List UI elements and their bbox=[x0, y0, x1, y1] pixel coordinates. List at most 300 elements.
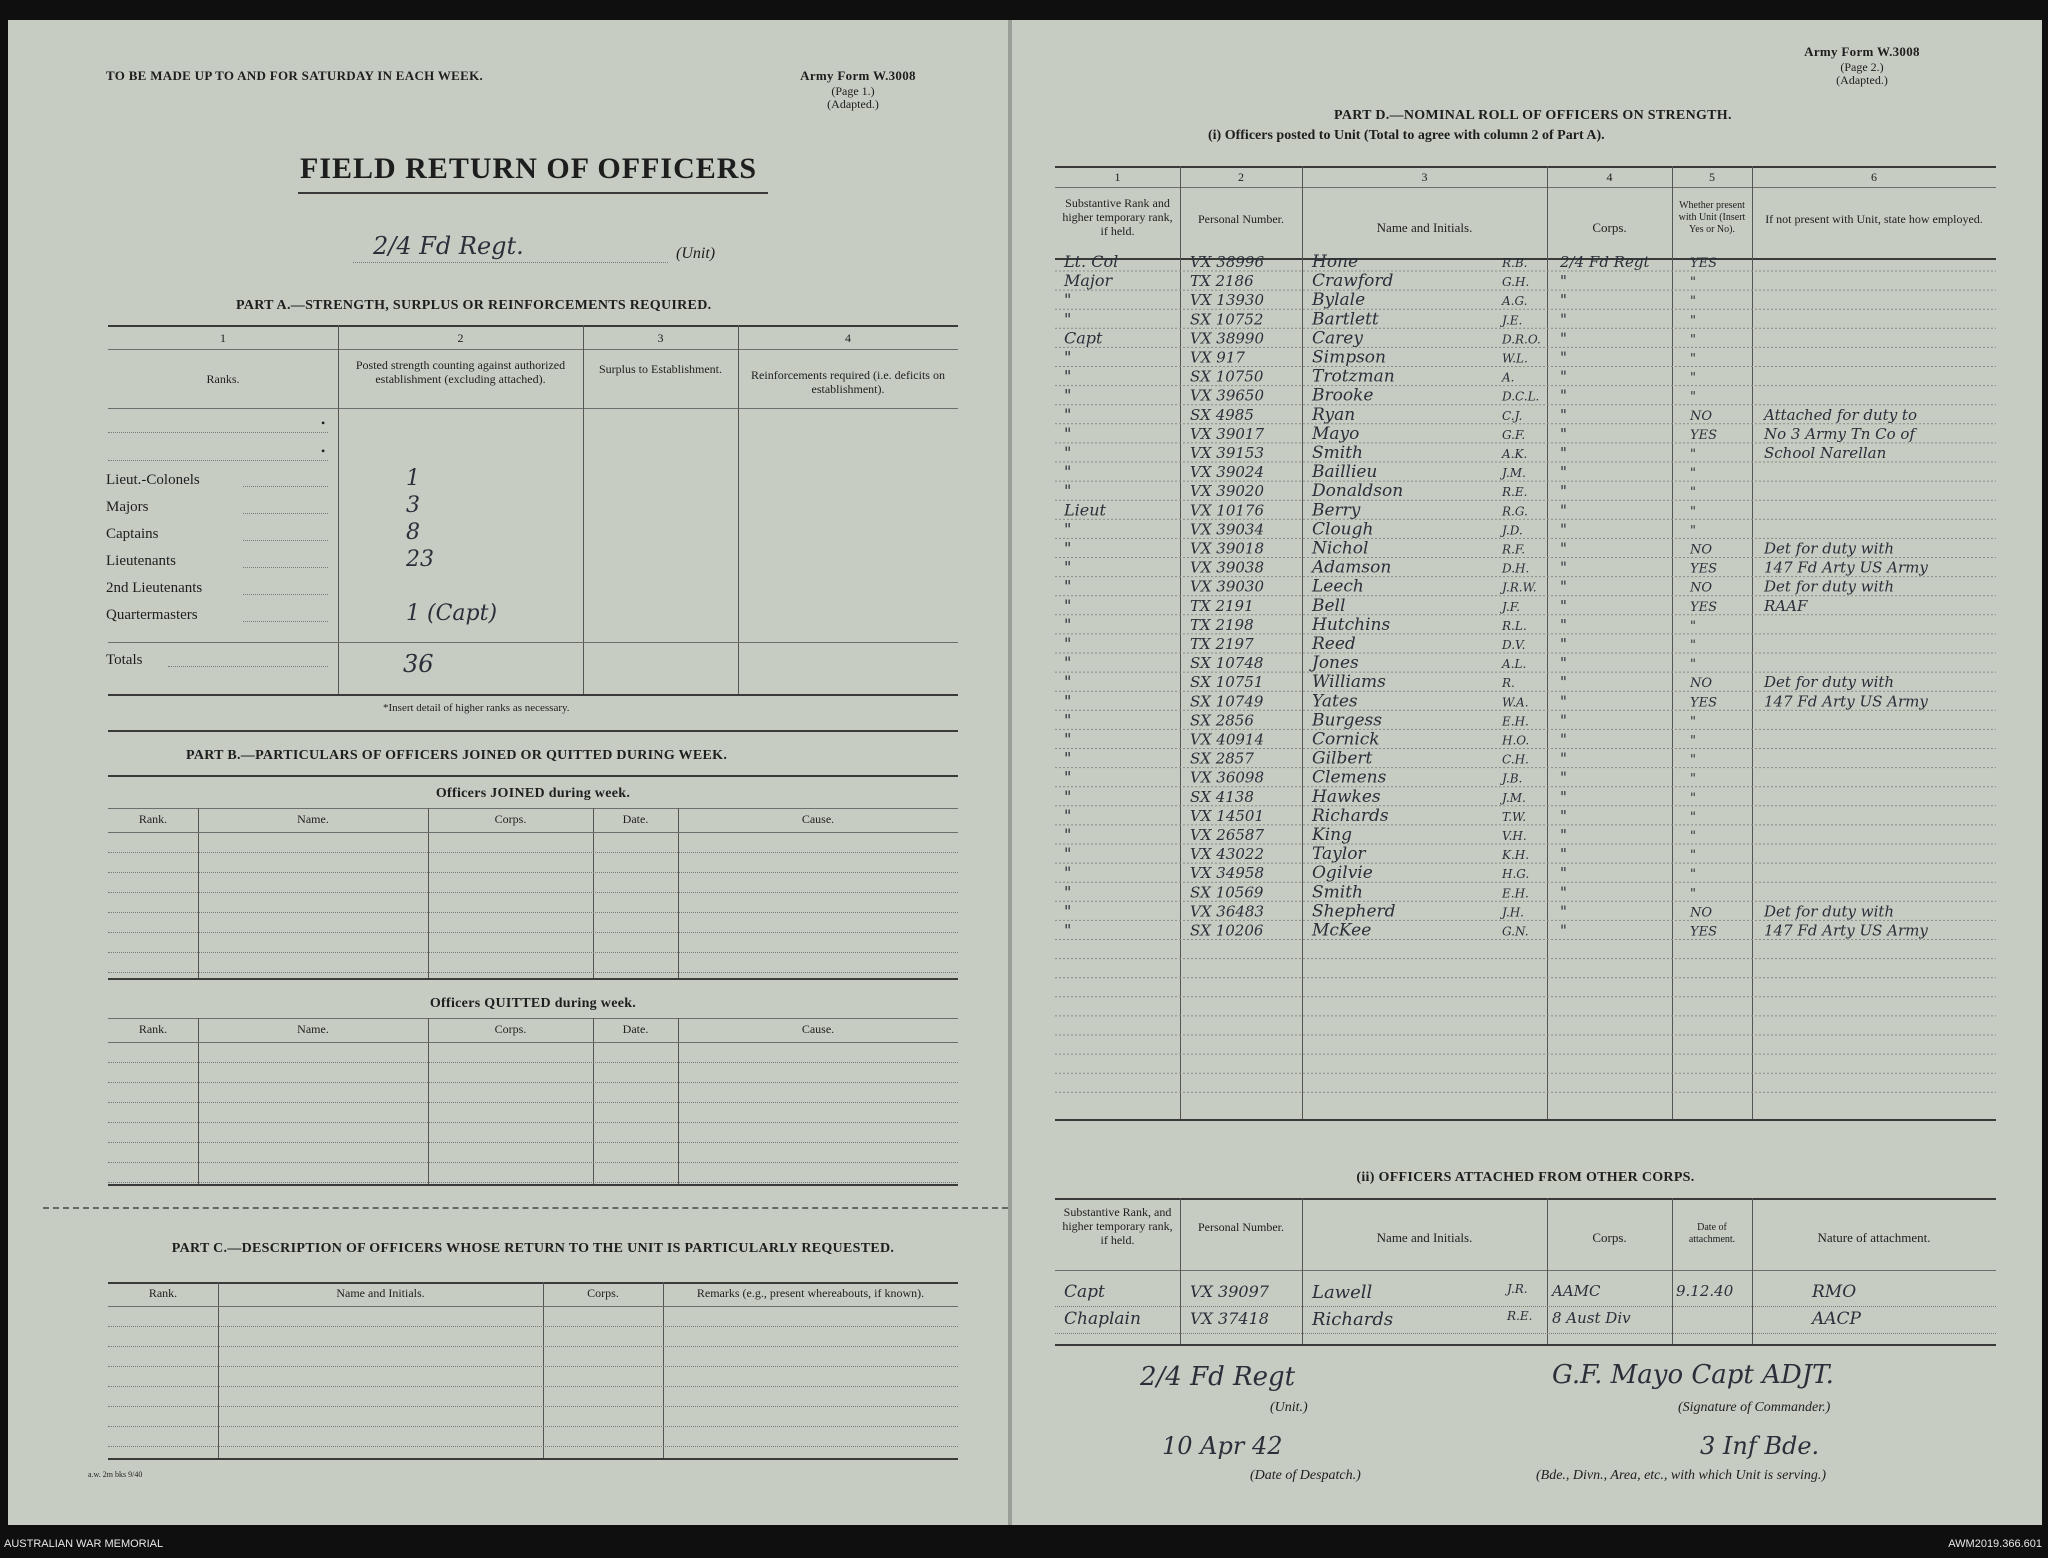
page-title: FIELD RETURN OF OFFICERS bbox=[300, 152, 758, 185]
column-header: Substantive Rank, and higher temporary rank, if held. bbox=[1062, 1205, 1173, 1247]
column-header: Corps. bbox=[1592, 1230, 1627, 1245]
ruled-line bbox=[108, 1102, 958, 1103]
roster-rank: " bbox=[1064, 786, 1072, 806]
ruled-line bbox=[108, 952, 958, 953]
column-header: Corps. bbox=[1592, 220, 1627, 235]
roster-init: J.R.W. bbox=[1502, 580, 1537, 595]
roster-present: " bbox=[1690, 867, 1696, 883]
roster-rank: " bbox=[1064, 748, 1072, 768]
roster-rank: " bbox=[1064, 443, 1072, 462]
column-header: Corps. bbox=[494, 812, 527, 826]
column-number: 5 bbox=[1709, 170, 1715, 184]
ruled-line bbox=[108, 1082, 958, 1083]
roster-init: E.H. bbox=[1502, 714, 1529, 729]
roster-present: YES bbox=[1690, 599, 1717, 615]
roster-corps: " bbox=[1560, 310, 1567, 329]
roster-num: TX 2186 bbox=[1190, 272, 1254, 291]
roster-present: " bbox=[1690, 829, 1696, 844]
attached-num: VX 39097 bbox=[1190, 1282, 1269, 1301]
roster-init: A.G. bbox=[1502, 294, 1528, 309]
part-b-heading: PART B.—PARTICULARS OF OFFICERS JOINED OR QUITTED DURING WEEK. bbox=[186, 748, 728, 763]
roster-num: VX 917 bbox=[1190, 348, 1245, 367]
right-page bbox=[1012, 20, 2042, 1525]
roster-present: " bbox=[1690, 771, 1696, 787]
ruled-line bbox=[108, 1122, 958, 1123]
attached-corps: 8 Aust Div bbox=[1552, 1309, 1631, 1327]
roster-present: YES bbox=[1690, 427, 1717, 443]
roster-init: J.E. bbox=[1502, 313, 1523, 328]
roster-num: TX 2197 bbox=[1190, 635, 1254, 653]
roster-name: Bartlett bbox=[1312, 309, 1379, 330]
roster-present: YES bbox=[1690, 695, 1717, 711]
part-a-col-3: 3 bbox=[657, 331, 664, 345]
roster-init: R.E. bbox=[1502, 485, 1528, 500]
roster-name: Williams bbox=[1312, 672, 1386, 693]
dotted-leader bbox=[243, 486, 328, 487]
totals-value: 36 bbox=[403, 650, 434, 678]
roster-init: E.H. bbox=[1502, 886, 1529, 901]
roster-rank: " bbox=[1064, 404, 1072, 424]
roster-num: VX 40914 bbox=[1190, 730, 1264, 749]
ruled-line bbox=[108, 1406, 958, 1407]
roster-name: Shepherd bbox=[1312, 901, 1396, 922]
roster-present: " bbox=[1690, 447, 1696, 462]
roster-present: " bbox=[1690, 848, 1696, 864]
roster-rank: " bbox=[1064, 347, 1072, 367]
roster-init: V.H. bbox=[1502, 829, 1527, 843]
roster-name: Hone bbox=[1312, 252, 1359, 272]
roster-corps: " bbox=[1560, 615, 1567, 634]
roster-corps: " bbox=[1560, 463, 1567, 482]
ruled-line bbox=[108, 1326, 958, 1327]
roster-present: " bbox=[1690, 657, 1696, 673]
roster-employed: Attached for duty to bbox=[1764, 405, 1917, 424]
attached-num: VX 37418 bbox=[1190, 1309, 1269, 1328]
column-divider bbox=[1180, 1198, 1181, 1344]
roster-rank: Capt bbox=[1064, 328, 1103, 348]
roster-init: R. bbox=[1502, 676, 1515, 691]
column-header: Date of attachment. bbox=[1688, 1222, 1736, 1245]
roster-name: McKee bbox=[1312, 920, 1372, 941]
ruled-line bbox=[108, 1062, 958, 1063]
roster-name: Berry bbox=[1312, 500, 1361, 521]
roster-rank: " bbox=[1064, 423, 1072, 443]
roster-name: Cornick bbox=[1312, 729, 1380, 750]
roster-num: VX 10176 bbox=[1190, 501, 1264, 520]
attached-name: Richards bbox=[1312, 1309, 1394, 1330]
attached-corps: AAMC bbox=[1552, 1282, 1601, 1300]
part-a-note: *Insert detail of higher ranks as necessary. bbox=[383, 702, 570, 714]
roster-init: R.F. bbox=[1502, 542, 1526, 557]
column-number: 2 bbox=[1238, 170, 1244, 184]
roster-rank: " bbox=[1064, 519, 1072, 539]
roster-rank: " bbox=[1064, 653, 1072, 673]
roster-corps: " bbox=[1560, 386, 1567, 405]
column-divider bbox=[663, 1282, 664, 1458]
roster-name: Trotzman bbox=[1312, 366, 1395, 387]
roster-rank: " bbox=[1064, 634, 1072, 653]
rank-label: Quartermasters bbox=[106, 607, 198, 623]
roster-present: " bbox=[1690, 275, 1696, 291]
roster-init: C.H. bbox=[1502, 752, 1529, 767]
column-header: Cause. bbox=[801, 812, 835, 826]
column-header: Cause. bbox=[801, 1022, 835, 1036]
column-header: Name. bbox=[297, 1022, 329, 1036]
part-a-heading: PART A.—STRENGTH, SURPLUS OR REINFORCEMENTS REQUIRED. bbox=[236, 298, 712, 313]
roster-present: " bbox=[1690, 466, 1696, 482]
roster-rank: " bbox=[1064, 767, 1072, 787]
roster-corps: " bbox=[1560, 806, 1567, 825]
roster-corps: " bbox=[1560, 444, 1567, 462]
roster-num: VX 39020 bbox=[1190, 482, 1264, 501]
form-id-right: Army Form W.3008 bbox=[1804, 44, 1920, 59]
roster-rank: " bbox=[1064, 538, 1072, 558]
column-number: 1 bbox=[1114, 170, 1121, 184]
roster-init: D.C.L. bbox=[1502, 389, 1540, 404]
unit-footer-label: (Unit.) bbox=[1270, 1400, 1308, 1415]
ruled-line bbox=[108, 852, 958, 853]
roster-present: YES bbox=[1690, 924, 1717, 940]
roster-name: Brooke bbox=[1312, 385, 1374, 406]
left-page: TO BE MADE UP TO AND FOR SATURDAY IN EACH WEEK. Army Form W.3008 (Page 1.) (Adapted.) FIELD RETURN OF OFFICERS 2/4 Fd Regt. (Unit) PART A.—STRENGTH, SURPLUS OR REINFORCEMENTS REQUIRED. 1 2 3 4 Ranks. Posted strength counting against authorized establishment (excluding attached). Surplus to Establishment. Reinforcements required (i.e. deficits on establishment). • • Lieut.-Colonels 1 Majors 3 Captains 8 Lieutenants 23 2nd Lieutenants Quartermasters 1 (Capt) Totals 36 *Insert detail of higher ranks as necessary. PART B.—PARTICULARS OF OFFICERS JOINED OR QUITTED DURING WEEK. Officers JOINED during week. Rank. Name. Corps. Date. Cause. Officers QUITTED during week. Rank. Name. Corps. Date. Cause. PART C.—DESCRIPTION OF OFFICERS WHOSE RETURN TO THE UNIT IS PARTICULARLY REQUESTED. Rank. Name and Initials. Corps. Remarks (e.g., present whereabouts, if known). a.w. 2m bks 9/40 bbox=[8, 20, 1013, 1525]
column-divider bbox=[1752, 1198, 1753, 1344]
ruled-line bbox=[108, 1446, 958, 1447]
column-divider bbox=[1547, 1198, 1548, 1344]
roster-present: NO bbox=[1690, 542, 1713, 558]
dotted-leader bbox=[243, 540, 328, 541]
ruled-line bbox=[108, 1386, 958, 1387]
roster-num: TX 2191 bbox=[1190, 596, 1254, 615]
roster-employed: No 3 Army Tn Co of bbox=[1764, 424, 1915, 443]
roster-employed: School Narellan bbox=[1764, 444, 1887, 462]
roster-num: VX 39650 bbox=[1190, 386, 1264, 405]
roster-corps: " bbox=[1560, 635, 1567, 653]
roster-num: VX 39030 bbox=[1190, 577, 1264, 596]
roster-name: Donaldson bbox=[1312, 481, 1404, 502]
column-number: 6 bbox=[1871, 170, 1877, 184]
roster-num: VX 39153 bbox=[1190, 444, 1264, 462]
roster-rank: " bbox=[1064, 901, 1072, 921]
part-a-header-ranks: Ranks. bbox=[206, 372, 240, 386]
roster-present: " bbox=[1690, 389, 1696, 405]
form-page: (Page 1.) bbox=[831, 84, 875, 98]
column-divider bbox=[218, 1282, 219, 1458]
roster-init: J.B. bbox=[1502, 771, 1523, 786]
roster-init: C.J. bbox=[1502, 408, 1523, 423]
roster-present: " bbox=[1690, 370, 1696, 386]
roster-corps: " bbox=[1560, 539, 1567, 558]
roster-init: J.D. bbox=[1502, 523, 1523, 538]
posted-value: 1 bbox=[406, 466, 420, 491]
roster-num: VX 14501 bbox=[1190, 806, 1264, 825]
roster-corps: " bbox=[1560, 367, 1567, 386]
roster-name: Mayo bbox=[1312, 423, 1360, 444]
roster-present: " bbox=[1690, 485, 1696, 501]
roster-num: VX 38996 bbox=[1190, 253, 1264, 271]
print-code: a.w. 2m bks 9/40 bbox=[88, 1470, 143, 1479]
roster-name: Crawford bbox=[1312, 271, 1394, 292]
column-header: Remarks (e.g., present whereabouts, if known). bbox=[696, 1286, 925, 1300]
roster-rank: " bbox=[1064, 481, 1072, 501]
roster-num: SX 10748 bbox=[1190, 654, 1264, 673]
roster-init: K.H. bbox=[1502, 848, 1530, 863]
roster-rank: " bbox=[1064, 710, 1072, 730]
attached-init: J.R. bbox=[1507, 1282, 1528, 1296]
roster-name: Taylor bbox=[1312, 844, 1366, 865]
roster-init: J.F. bbox=[1502, 599, 1520, 614]
roster-init: J.M. bbox=[1502, 466, 1526, 481]
roster-name: Simpson bbox=[1312, 347, 1386, 368]
roster-rank: Lt. Col bbox=[1064, 252, 1119, 271]
roster-num: VX 39018 bbox=[1190, 539, 1264, 558]
posted-value: 3 bbox=[406, 493, 420, 518]
roster-employed: 147 Fd Arty US Army bbox=[1764, 921, 1928, 940]
roster-corps: " bbox=[1560, 826, 1567, 844]
roster-init: A.L. bbox=[1502, 657, 1527, 672]
roster-present: NO bbox=[1690, 580, 1713, 596]
roster-num: VX 38990 bbox=[1190, 329, 1264, 348]
roster-corps: " bbox=[1560, 596, 1567, 615]
posted-value: 8 bbox=[406, 520, 420, 545]
part-c-heading: PART C.—DESCRIPTION OF OFFICERS WHOSE RETURN TO THE UNIT IS PARTICULARLY REQUESTED. bbox=[171, 1241, 895, 1256]
column-header: Date. bbox=[622, 812, 649, 826]
roster-init: J.M. bbox=[1502, 790, 1526, 805]
roster-corps: " bbox=[1560, 577, 1567, 596]
roster-rank: " bbox=[1064, 462, 1072, 482]
signature-label: (Signature of Commander.) bbox=[1678, 1400, 1831, 1415]
ruled-line bbox=[108, 932, 958, 933]
posted-value: 23 bbox=[406, 547, 434, 572]
roster-corps: " bbox=[1560, 424, 1567, 443]
roster-init: D.R.O. bbox=[1502, 332, 1541, 347]
roster-present: " bbox=[1690, 618, 1696, 634]
roster-present: " bbox=[1690, 504, 1696, 520]
roster-rank: " bbox=[1064, 309, 1072, 329]
roster-present: " bbox=[1690, 313, 1696, 329]
unit-label: (Unit) bbox=[676, 245, 716, 262]
part-a-col-2: 2 bbox=[457, 331, 464, 345]
roster-name: Hawkes bbox=[1312, 786, 1381, 807]
roster-name: Smith bbox=[1312, 443, 1363, 463]
roster-corps: " bbox=[1560, 921, 1567, 940]
roster-corps: " bbox=[1560, 902, 1567, 921]
roster-num: SX 2857 bbox=[1190, 749, 1254, 768]
column-number: 3 bbox=[1421, 170, 1428, 184]
roster-name: Jones bbox=[1312, 653, 1359, 674]
column-header: Corps. bbox=[587, 1286, 619, 1300]
ruled-line bbox=[108, 1182, 958, 1183]
ruled-line bbox=[108, 1366, 958, 1367]
attached-nature: RMO bbox=[1812, 1282, 1857, 1302]
roster-num: SX 4985 bbox=[1190, 405, 1254, 424]
roster-rank: Major bbox=[1064, 271, 1113, 291]
roster-corps: " bbox=[1560, 272, 1567, 291]
column-header: Date. bbox=[622, 1022, 649, 1036]
roster-name: Adamson bbox=[1312, 557, 1392, 578]
roster-present: " bbox=[1690, 752, 1696, 768]
roster-corps: " bbox=[1560, 768, 1567, 787]
column-header: Rank. bbox=[148, 1286, 178, 1300]
roster-rank: " bbox=[1064, 614, 1072, 634]
part-a-col-4: 4 bbox=[845, 331, 851, 345]
roster-corps: " bbox=[1560, 348, 1567, 367]
attached-init: R.E. bbox=[1507, 1309, 1533, 1323]
column-header: If not present with Unit, state how employed. bbox=[1765, 212, 1983, 226]
roster-rank: " bbox=[1064, 882, 1072, 902]
roster-name: Carey bbox=[1312, 328, 1363, 349]
roster-init: G.F. bbox=[1502, 427, 1526, 442]
roster-present: " bbox=[1690, 523, 1696, 539]
roster-corps: " bbox=[1560, 730, 1567, 749]
roster-rank: " bbox=[1064, 366, 1072, 386]
ruled-line bbox=[108, 972, 958, 973]
column-number: 4 bbox=[1606, 170, 1613, 184]
roster-table bbox=[1012, 20, 2042, 1220]
roster-employed: RAAF bbox=[1764, 596, 1808, 615]
roster-corps: " bbox=[1560, 673, 1567, 692]
roster-name: Baillieu bbox=[1312, 462, 1378, 483]
roster-employed: Det for duty with bbox=[1764, 539, 1895, 558]
roster-init: A. bbox=[1502, 370, 1515, 385]
roster-employed: 147 Fd Arty US Army bbox=[1764, 692, 1928, 711]
roster-corps: " bbox=[1560, 749, 1567, 768]
roster-name: Gilbert bbox=[1312, 748, 1373, 769]
roster-rank: " bbox=[1064, 920, 1072, 940]
roster-init: W.A. bbox=[1502, 695, 1529, 710]
posted-value: 1 (Capt) bbox=[406, 601, 498, 626]
signature-value: G.F. Mayo Capt ADJT. bbox=[1552, 1360, 1834, 1390]
roster-init: D.H. bbox=[1502, 561, 1530, 576]
roster-rank: " bbox=[1064, 825, 1072, 844]
column-header: Nature of attachment. bbox=[1817, 1230, 1931, 1245]
roster-num: SX 10569 bbox=[1190, 883, 1264, 902]
form-adapted-right: (Adapted.) bbox=[1836, 73, 1888, 87]
roster-num: SX 2856 bbox=[1190, 711, 1254, 730]
header-rule bbox=[108, 1306, 958, 1307]
column-header: Name and Initials. bbox=[1376, 1230, 1473, 1245]
roster-init: R.L. bbox=[1502, 618, 1527, 633]
roster-num: VX 36483 bbox=[1190, 902, 1264, 921]
part-a-header-posted: Posted strength counting against authorized establishment (excluding attached). bbox=[355, 358, 566, 386]
roster-rank: " bbox=[1064, 576, 1072, 596]
column-divider bbox=[1302, 1198, 1303, 1344]
roster-present: YES bbox=[1690, 256, 1717, 271]
roster-init: J.H. bbox=[1502, 905, 1524, 920]
roster-num: TX 2198 bbox=[1190, 615, 1254, 634]
roster-present: " bbox=[1690, 332, 1696, 348]
column-divider bbox=[1672, 1198, 1673, 1344]
roster-employed: 147 Fd Arty US Army bbox=[1764, 558, 1928, 577]
roster-rank: Lieut bbox=[1064, 500, 1106, 520]
dotted-leader bbox=[243, 594, 328, 595]
roster-present: NO bbox=[1690, 408, 1713, 424]
roster-rank: " bbox=[1064, 844, 1072, 864]
roster-name: Clough bbox=[1312, 519, 1374, 540]
part-a-header-surplus: Surplus to Establishment. bbox=[599, 362, 722, 376]
column-header: Name and Initials. bbox=[336, 1286, 425, 1300]
header-rule bbox=[108, 1042, 958, 1043]
column-header: Whether present with Unit (Insert Yes or No). bbox=[1678, 200, 1746, 235]
roster-init: W.L. bbox=[1502, 351, 1528, 366]
ruled-line bbox=[108, 1346, 958, 1347]
unit-footer-value: 2/4 Fd Regt bbox=[1140, 1362, 1296, 1392]
attached-name: Lawell bbox=[1312, 1282, 1373, 1303]
roster-init: H.G. bbox=[1502, 867, 1530, 882]
formation-label: (Bde., Divn., Area, etc., with which Unit is serving.) bbox=[1536, 1468, 1827, 1483]
column-header: Corps. bbox=[494, 1022, 527, 1036]
attached-rank: Chaplain bbox=[1064, 1309, 1141, 1329]
roster-name: Burgess bbox=[1312, 710, 1382, 731]
roster-corps: " bbox=[1560, 864, 1567, 883]
attached-nature: AACP bbox=[1812, 1309, 1861, 1329]
roster-corps: " bbox=[1560, 405, 1567, 424]
instruction-text: TO BE MADE UP TO AND FOR SATURDAY IN EACH WEEK. bbox=[106, 68, 484, 83]
attached-rank: Capt bbox=[1064, 1282, 1105, 1302]
roster-name: Leech bbox=[1312, 576, 1364, 597]
roster-corps: " bbox=[1560, 654, 1567, 673]
despatch-date-value: 10 Apr 42 bbox=[1162, 1432, 1283, 1460]
roster-rank: " bbox=[1064, 863, 1072, 883]
column-header: Substantive Rank and higher temporary rank, if held. bbox=[1062, 196, 1173, 238]
roster-corps: " bbox=[1560, 787, 1567, 806]
rank-label: Captains bbox=[106, 526, 159, 542]
formation-value: 3 Inf Bde. bbox=[1700, 1432, 1820, 1460]
roster-corps: " bbox=[1560, 501, 1567, 520]
roster-rank: " bbox=[1064, 691, 1072, 711]
ruled-line bbox=[108, 892, 958, 893]
header-rule bbox=[108, 832, 958, 833]
roster-present: YES bbox=[1690, 561, 1717, 577]
roster-corps: " bbox=[1560, 329, 1567, 348]
rank-label: Majors bbox=[106, 499, 149, 515]
roster-num: VX 34958 bbox=[1190, 864, 1264, 883]
roster-present: NO bbox=[1690, 905, 1713, 921]
column-header: Personal Number. bbox=[1198, 1220, 1284, 1234]
roster-init: R.G. bbox=[1502, 504, 1528, 519]
roster-rank: " bbox=[1064, 595, 1072, 615]
roster-num: VX 39034 bbox=[1190, 520, 1264, 539]
ruled-line bbox=[108, 872, 958, 873]
ruled-line bbox=[108, 912, 958, 913]
roster-present: " bbox=[1690, 294, 1696, 310]
roster-employed: Det for duty with bbox=[1764, 673, 1895, 692]
attached-ruled-line bbox=[1055, 1306, 1996, 1307]
roster-corps: " bbox=[1560, 883, 1567, 902]
footer-credit: AUSTRALIAN WAR MEMORIAL bbox=[4, 1538, 164, 1550]
roster-present: " bbox=[1690, 638, 1696, 653]
ruled-line bbox=[108, 1426, 958, 1427]
roster-init: R.B. bbox=[1502, 256, 1528, 270]
dotted-leader bbox=[243, 513, 328, 514]
roster-corps: 2/4 Fd Regt bbox=[1560, 253, 1650, 271]
attached-ruled-line bbox=[1055, 1333, 1996, 1334]
part-d-heading: PART D.—NOMINAL ROLL OF OFFICERS ON STRENGTH. bbox=[1334, 108, 1732, 123]
roster-rank: " bbox=[1064, 729, 1072, 749]
dotted-leader bbox=[243, 567, 328, 568]
roster-corps: " bbox=[1560, 711, 1567, 730]
roster-name: Bylale bbox=[1312, 290, 1366, 311]
roster-corps: " bbox=[1560, 520, 1567, 539]
roster-present: " bbox=[1690, 790, 1696, 806]
roster-num: VX 39017 bbox=[1190, 424, 1264, 443]
roster-name: Nichol bbox=[1312, 538, 1369, 559]
quitted-title: Officers QUITTED during week. bbox=[429, 996, 637, 1011]
column-header: Personal Number. bbox=[1198, 212, 1284, 226]
roster-name: King bbox=[1312, 825, 1352, 845]
roster-num: SX 10749 bbox=[1190, 692, 1264, 711]
roster-num: SX 10206 bbox=[1190, 921, 1264, 940]
roster-corps: " bbox=[1560, 845, 1567, 864]
